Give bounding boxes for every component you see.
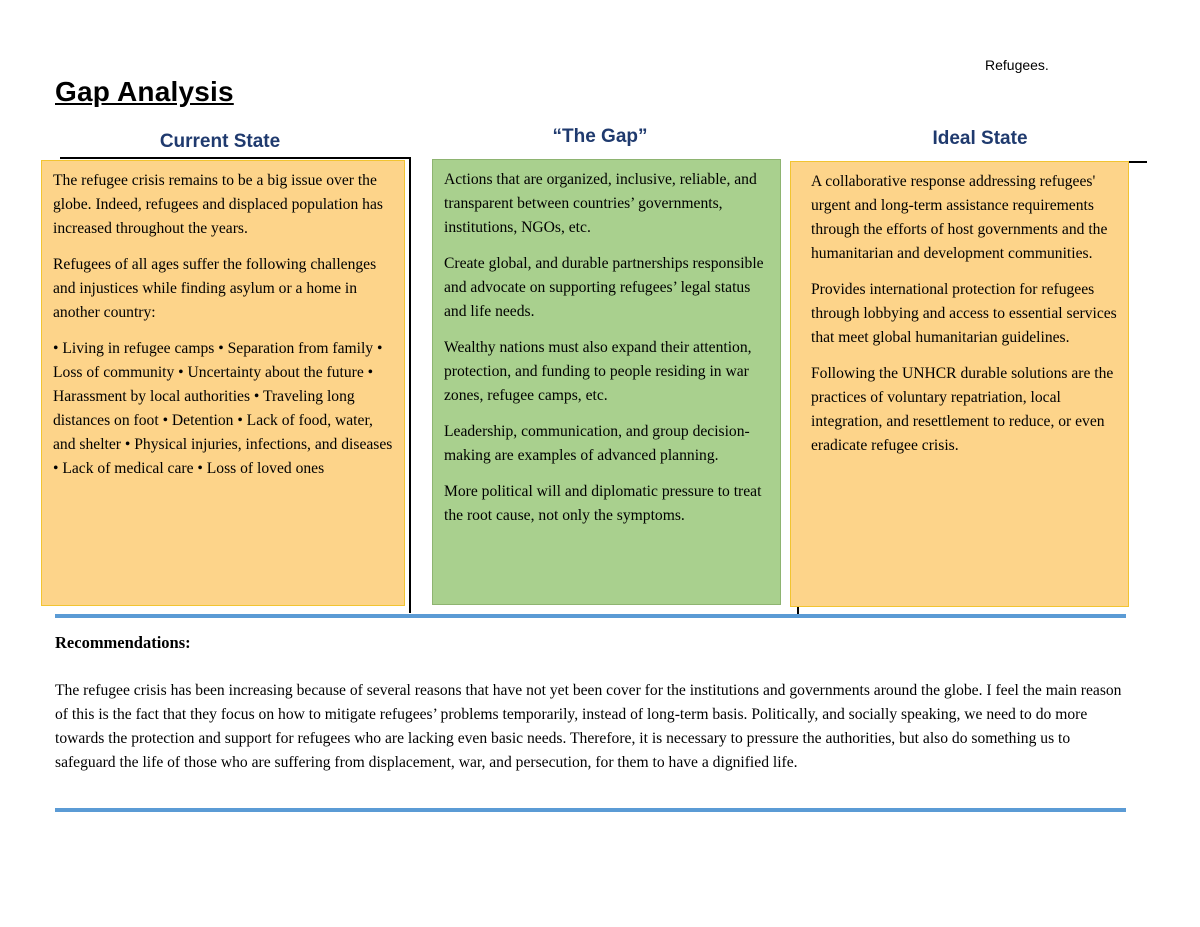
ideal-state-heading: Ideal State xyxy=(932,128,1028,149)
current-challenges-list: • Living in refugee camps • Separation from family • Loss of community • Uncertainty about the future • Harassment by local authorities • Traveling long distances on foot • Detention • Lack of food, water, and shelter • Physical injuries, infections, and diseases • Lack of medical care • Loss of loved ones xyxy=(53,340,393,477)
gap-paragraph: Actions that are organized, inclusive, reliable, and transparent between countries’ governments, institutions, NGOs, etc. xyxy=(444,171,757,236)
page-title: Gap Analysis xyxy=(55,76,234,107)
ideal-paragraph: Following the UNHCR durable solutions are the practices of voluntary repatriation, local integration, and resettlement to reduce, or even eradicate refugee crisis. xyxy=(811,365,1114,454)
ideal-paragraph: A collaborative response addressing refugees' urgent and long-term assistance requirements through the efforts of host governments and the humanitarian and development communities. xyxy=(811,173,1108,262)
current-state-box xyxy=(41,160,405,606)
current-state-heading: Current State xyxy=(159,131,281,152)
gap-paragraph: Wealthy nations must also expand their attention, protection, and funding to people residing in war zones, refugee camps, etc. xyxy=(444,339,752,404)
gap-paragraph: More political will and diplomatic pressure to treat the root cause, not only the symptoms. xyxy=(444,483,762,524)
current-right-rule xyxy=(409,157,411,613)
recommendations-title: Recommendations: xyxy=(55,633,191,652)
current-paragraph: The refugee crisis remains to be a big issue over the globe. Indeed, refugees and displaced population has increased throughout the years. xyxy=(53,172,383,237)
header-right-text: Refugees. xyxy=(985,57,1049,73)
current-paragraph: Refugees of all ages suffer the following challenges and injustices while finding asylum or a home in another country: xyxy=(53,256,377,321)
recommendations-body: The refugee crisis has been increasing because of several reasons that have not yet been cover for the institutions and governments around the globe. I feel the main reason of this is the fact that they focus on how to mitigate refugees’ problems temporarily, instead of long-term basis. Politically, and socially speaking, we need to do more towards the protection and support for refugees who are lacking even basic needs. Therefore, it is necessary to pressure the authorities, but also do something us to safeguard the life of those who are suffering from displacement, war, and persecution, for them to have a dignified life. xyxy=(55,682,1122,771)
the-gap-box xyxy=(432,159,781,605)
current-top-rule xyxy=(60,157,411,159)
ideal-state-box xyxy=(790,161,1129,607)
gap-paragraph: Create global, and durable partnerships responsible and advocate on supporting refugees’ legal status and life needs. xyxy=(444,255,764,320)
section-divider-bottom xyxy=(55,808,1126,812)
gap-paragraph: Leadership, communication, and group decision-making are examples of advanced planning. xyxy=(444,423,750,464)
ideal-paragraph: Provides international protection for refugees through lobbying and access to essential services that meet global humanitarian guidelines. xyxy=(811,281,1117,346)
the-gap-heading: “The Gap” xyxy=(552,126,648,147)
ideal-top-rule xyxy=(1128,161,1147,163)
section-divider-top xyxy=(55,614,1126,618)
